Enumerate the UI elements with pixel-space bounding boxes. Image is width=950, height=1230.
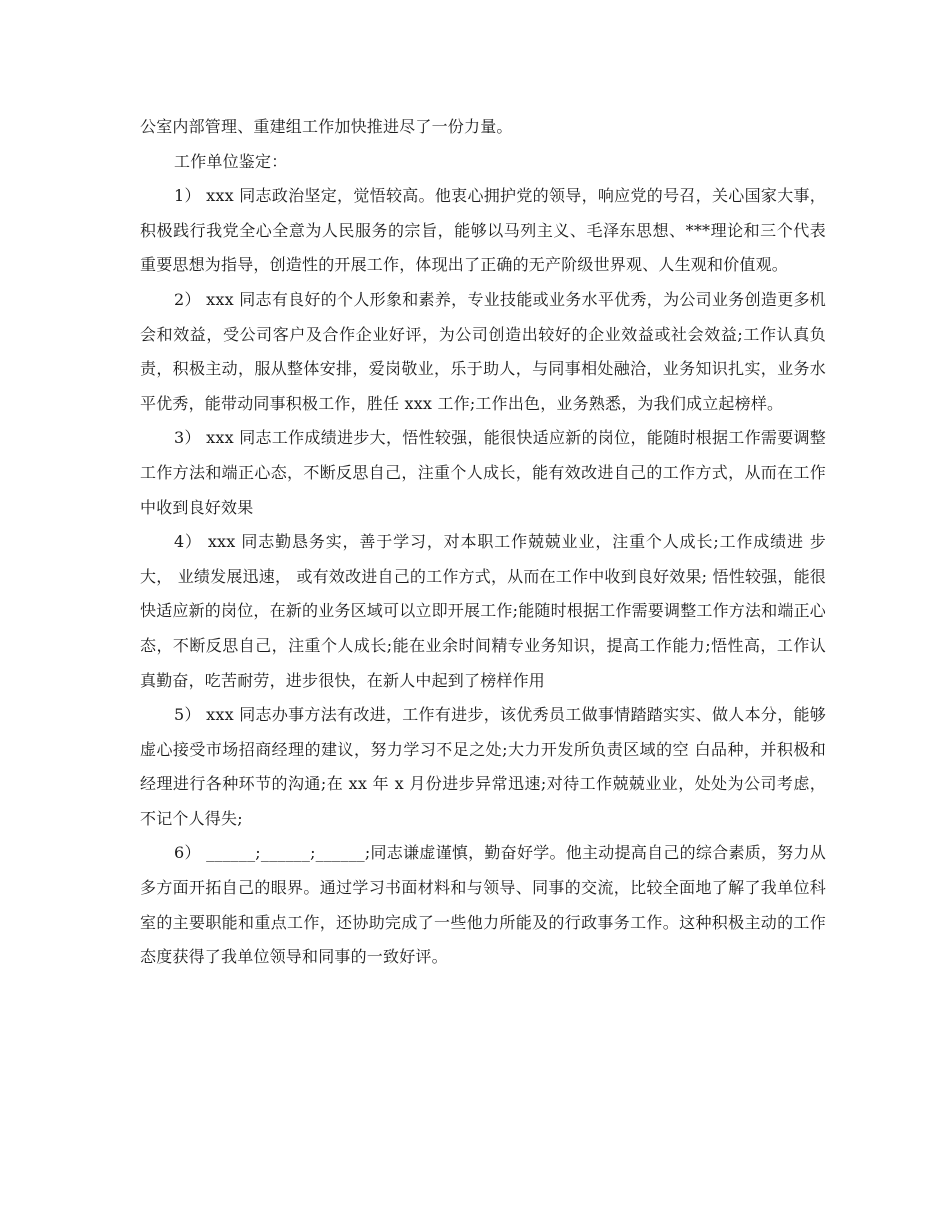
paragraph-item-3: 3） xxx 同志工作成绩进步大，悟性较强，能很快适应新的岗位，能随时根据工作需要调整工作方法和端正心态，不断反思自己，注重个人成长，能有效改进自己的工作方式，从而在工作中收到良好效果 [140,428,826,517]
paragraph-item-5: 5） xxx 同志办事方法有改进，工作有进步，该优秀员工做事情踏踏实实、做人本分，能够虚心接受市场招商经理的建议，努力学习不足之处;大力开发所负责区域的空 白品种，并积极和经理进行各种环节的沟通;在 xx 年 x 月份进步异常迅速;对待工作兢兢业业，处处为公司考虑，不记个人得失; [140,705,826,828]
section-heading: 工作单位鉴定： [174,151,288,171]
document-body [140,110,826,975]
paragraph-continuation: 公室内部管理、重建组工作加快推进尽了一份力量。 [140,117,513,136]
paragraph-item-4: 4） xxx 同志勤恳务实，善于学习，对本职工作兢兢业业，注重个人成长;工作成绩进 步大， 业绩发展迅速， 或有效改进自己的工作方式，从而在工作中收到良好效果; 悟性较强，能很快适应新的岗位，在新的业务区域可以立即开展工作;能随时根据工作需要调整工作方法和端正心态，不断反思自己，注重个人成长;能在业余时间精专业务知识，提高工作能力;悟性高，工作认真勤奋，吃苦耐劳，进步很快，在新人中起到了榜样作用 [140,532,826,690]
paragraph-item-1: 1） xxx 同志政治坚定，觉悟较高。他衷心拥护党的领导，响应党的号召，关心国家大事，积极践行我党全心全意为人民服务的宗旨，能够以马列主义、毛泽东思想、***理论和三个代表重要思想为指导，创造性的开展工作，体现出了正确的无产阶级世界观、人生观和价值观。 [140,186,826,275]
paragraph-item-2: 2） xxx 同志有良好的个人形象和素养，专业技能或业务水平优秀，为公司业务创造更多机会和效益，受公司客户及合作企业好评，为公司创造出较好的企业效益或社会效益;工作认真负责，积极主动，服从整体安排，爱岗敬业，乐于助人，与同事相处融洽，业务知识扎实，业务水平优秀，能带动同事积极工作，胜任 xxx 工作;工作出色，业务熟悉，为我们成立起榜样。 [140,289,826,413]
paragraph-item-6: 6） ______;______;______;同志谦虚谨慎，勤奋好学。他主动提高自己的综合素质，努力从多方面开拓自己的眼界。通过学习书面材料和与领导、同事的交流，比较全面地了解了我单位科室的主要职能和重点工作，还协助完成了一些他力所能及的行政事务工作。这种积极主动的工作态度获得了我单位领导和同事的一致好评。 [140,843,826,967]
